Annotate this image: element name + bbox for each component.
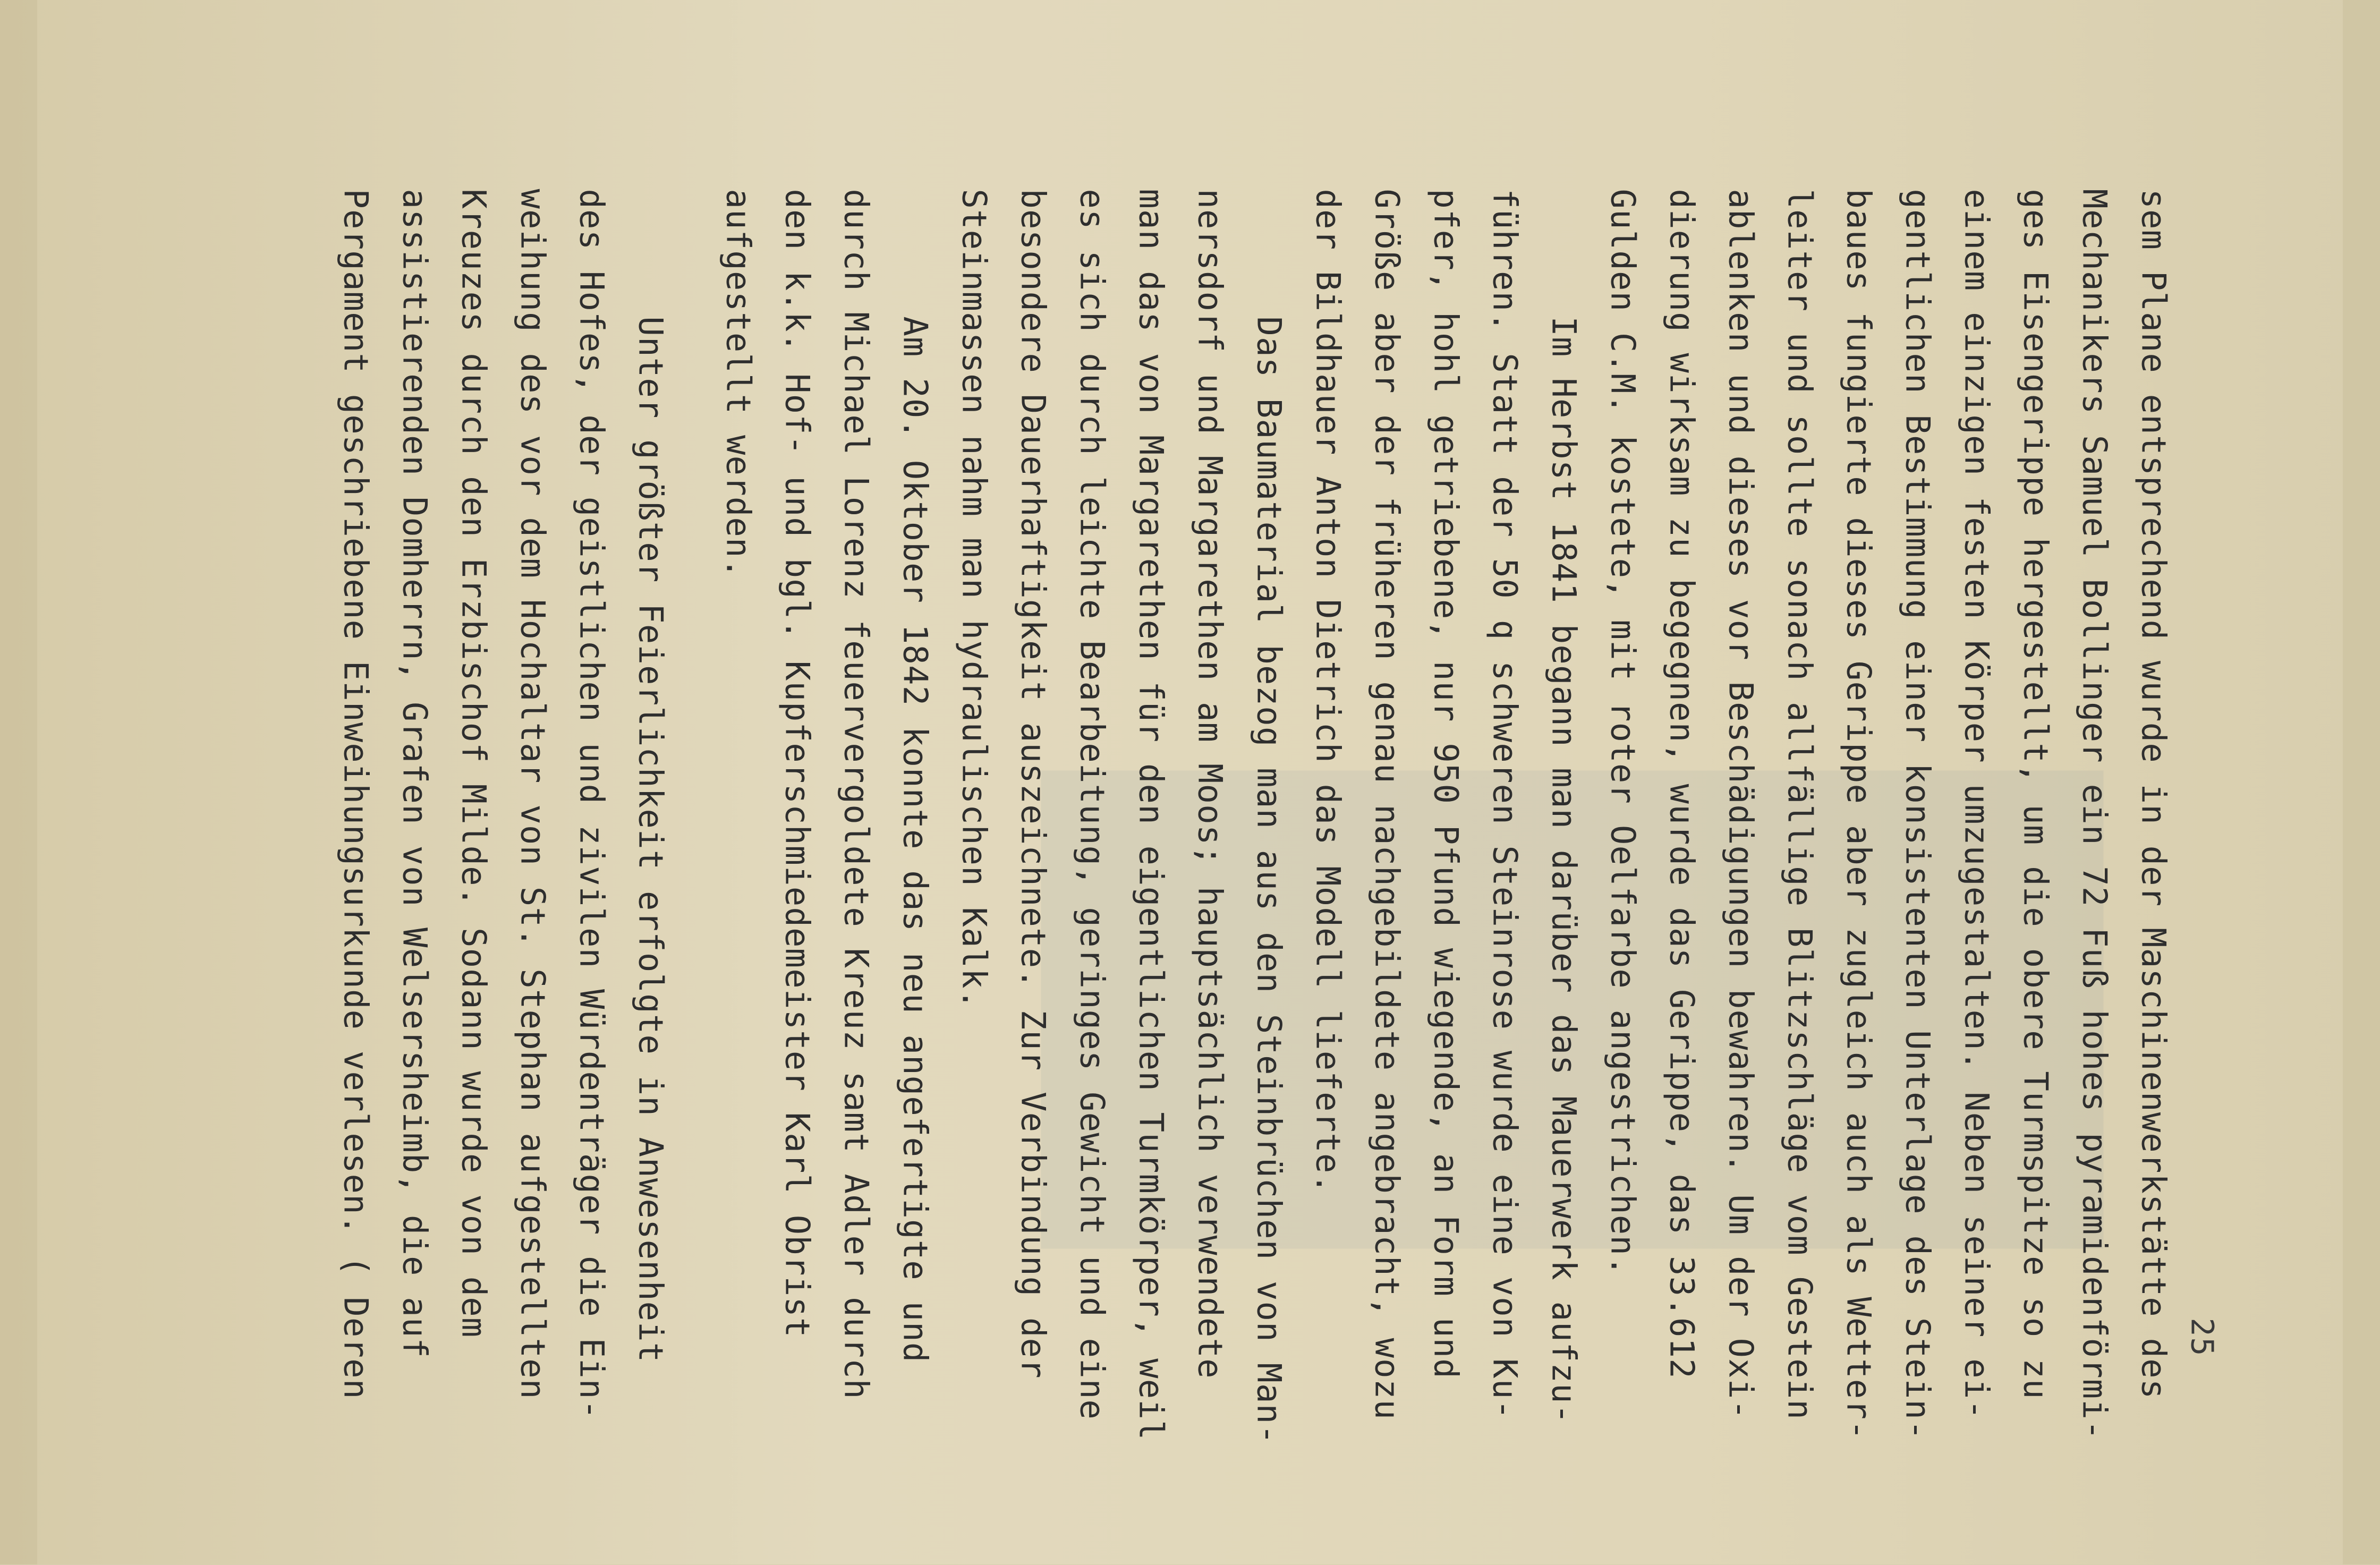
text-line: Mechanikers Samuel Bollinger ein 72 Fuß hohes pyramidenförmi- (2075, 189, 2114, 1441)
text-line: pfer, hohl getriebene, nur 950 Pfund wiegende, an Form und (1426, 189, 1466, 1379)
text-line: besondere Dauerhaftigkeit auszeichnete. Zur Verbindung der (1014, 189, 1053, 1379)
text-line: Unter größter Feierlichkeit erfolgte in Anwesenheit (631, 316, 670, 1363)
text-line: assistierenden Domherrn, Grafen von Welsersheimb, die auf (395, 189, 435, 1359)
text-line: es sich durch leichte Bearbeitung, geringes Gewicht und eine (1073, 189, 1112, 1421)
text-line: nersdorf und Margarethen am Moos; hauptsächlich verwendete (1191, 189, 1230, 1379)
text-line: baues fungierte dieses Gerippe aber zugleich auch als Wetter- (1839, 189, 1878, 1441)
text-line: ges Eisengerippe hergestellt, um die obere Turmspitze so zu (2016, 189, 2055, 1400)
text-line: Kreuzes durch den Erzbischof Milde. Sodann wurde von dem (454, 189, 494, 1338)
text-line: des Hofes, der geistlichen und zivilen Würdenträger die Ein- (572, 189, 611, 1421)
text-line: Am 20. Oktober 1842 konnte das neu angefertigte und (896, 316, 935, 1363)
text-line: Gulden C.M. kostete, mit roter Oelfarbe angestrichen. (1603, 189, 1643, 1277)
text-line: ablenken und dieses vor Beschädigungen bewahren. Um der Oxi- (1721, 189, 1761, 1421)
text-line: durch Michael Lorenz feuervergoldete Kreuz samt Adler durch (837, 189, 876, 1400)
text-line: aufgestellt werden. (719, 189, 758, 579)
text-line: man das von Margarethen für den eigentlichen Turmkörper, weil (1132, 189, 1171, 1441)
text-line: Pergament geschriebene Einweihungsurkunde verlesen. ( Deren (336, 189, 376, 1400)
rotated-content (0, 1, 2380, 1565)
text-line: der Bildhauer Anton Dietrich das Modell lieferte. (1308, 189, 1348, 1195)
text-line: sem Plane entsprechend wurde in der Maschinenwerkstätte des (2134, 189, 2173, 1400)
text-line: führen. Statt der 50 q schweren Steinrose wurde eine von Ku- (1485, 189, 1525, 1421)
paragraph-gap (681, 189, 709, 1528)
text-line: Im Herbst 1841 begann man darüber das Mauerwerk aufzu- (1544, 316, 1584, 1425)
text-line: den k.k. Hof- und bgl. Kupferschmiedemeister Karl Obrist (778, 189, 817, 1338)
text-line: einem einzigen festen Körper umzugestalten. Neben seiner ei- (1957, 189, 1996, 1421)
text-line: Steinmassen nahm man hydraulischen Kalk. (955, 189, 994, 1010)
text-line: gentlichen Bestimmung einer konsistenten Unterlage des Stein- (1898, 189, 1937, 1441)
body-text (327, 189, 2183, 1528)
text-line: leiter und sollte sonach allfällige Blitzschläge vom Gestein (1780, 189, 1820, 1421)
page-number: 25 (2184, 1317, 2221, 1357)
text-line: dierung wirksam zu begegnen, wurde das Gerippe, das 33.612 (1662, 189, 1702, 1379)
text-line: Größe aber der früheren genau nachgebildete angebracht, wozu (1367, 189, 1407, 1421)
text-line: weihung des vor dem Hochaltar von St. Stephan aufgestellten (513, 189, 552, 1400)
text-line: Das Baumaterial bezog man aus den Steinbrüchen von Man- (1250, 316, 1289, 1445)
